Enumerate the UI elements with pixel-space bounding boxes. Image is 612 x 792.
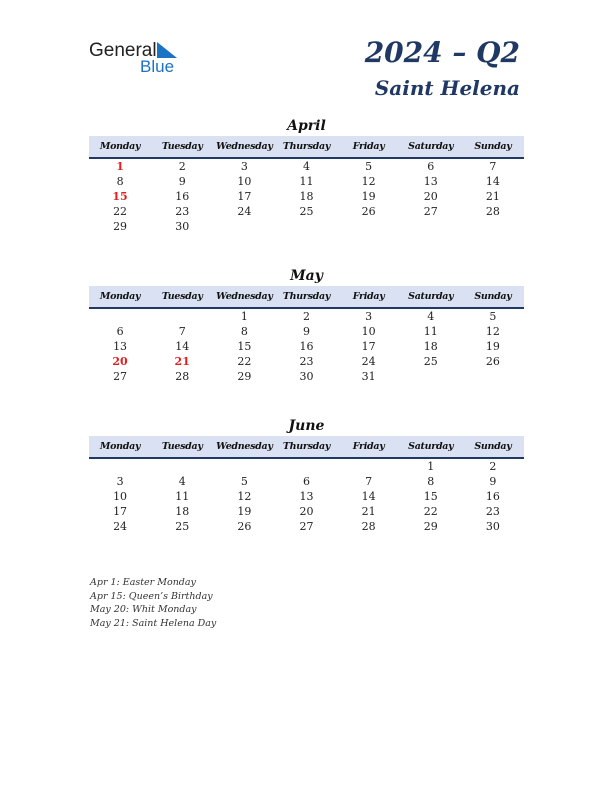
day-cell: 10 [113,490,128,503]
day-cell [275,459,337,474]
month-name: April [287,118,326,134]
day-cell [89,309,151,324]
day-cell: 16 [485,490,500,503]
day-cell: 27 [113,370,128,383]
week-row [89,474,524,489]
week-row [89,189,524,204]
day-cell: 24 [237,205,252,218]
day-cell: 18 [299,190,314,203]
week-row [89,339,524,354]
day-cell: 29 [237,370,252,383]
weekday-label: Wednesday [216,141,273,152]
day-cell [400,369,462,384]
day-cell: 30 [299,370,314,383]
day-cell: 6 [427,160,435,173]
week-row [89,519,524,534]
day-cell: 13 [113,340,128,353]
day-cell: 15 [112,190,128,203]
logo-word-general: General [89,40,157,61]
day-cell: 17 [237,190,252,203]
day-cell: 24 [361,355,376,368]
day-cell: 25 [175,520,190,533]
weekday-label: Friday [352,291,385,302]
week-row [89,219,524,234]
day-cell: 9 [302,325,310,338]
day-cell: 31 [361,370,376,383]
day-cell: 21 [174,355,190,368]
day-cell [151,309,213,324]
day-cell [338,459,400,474]
day-cell: 19 [361,190,376,203]
day-cell: 30 [175,220,190,233]
day-cell: 26 [485,355,500,368]
holiday-note: May 21: Saint Helena Day [90,617,217,629]
day-cell: 1 [240,310,248,323]
logo [89,40,189,76]
day-cell: 1 [116,160,124,173]
week-row [89,489,524,504]
day-cell: 4 [302,160,310,173]
day-cell: 8 [116,175,124,188]
day-cell: 5 [240,475,248,488]
weekday-label: Thursday [282,141,331,152]
day-cell: 26 [237,520,252,533]
weekday-label: Saturday [408,291,454,302]
page-subtitle: Saint Helena [374,76,520,100]
day-cell: 19 [485,340,500,353]
month-grid [89,309,524,384]
day-cell: 18 [423,340,438,353]
day-cell: 12 [485,325,500,338]
weekday-label: Monday [99,141,141,152]
week-row [89,159,524,174]
day-cell: 11 [423,325,438,338]
page-title: 2024 – Q2 [364,36,520,69]
day-cell: 19 [237,505,252,518]
weekday-label: Wednesday [216,291,273,302]
day-cell: 9 [178,175,186,188]
day-cell: 29 [423,520,438,533]
day-cell [213,219,275,234]
day-cell: 27 [423,205,438,218]
day-cell: 14 [485,175,500,188]
day-cell: 27 [299,520,314,533]
day-cell: 3 [116,475,124,488]
weekday-label: Saturday [408,441,454,452]
day-cell [213,459,275,474]
day-cell: 9 [489,475,497,488]
day-cell [89,459,151,474]
day-cell: 22 [113,205,128,218]
day-cell: 20 [299,505,314,518]
day-cell: 15 [237,340,252,353]
holiday-note: Apr 1: Easter Monday [90,577,196,588]
weekday-label: Thursday [282,291,331,302]
day-cell [338,219,400,234]
month-name: June [288,418,325,434]
week-row [89,354,524,369]
day-cell: 12 [361,175,376,188]
day-cell: 20 [423,190,438,203]
day-cell: 3 [365,310,373,323]
day-cell: 29 [113,220,128,233]
day-cell: 7 [365,475,373,488]
day-cell: 23 [299,355,314,368]
day-cell: 6 [302,475,310,488]
day-cell: 14 [175,340,190,353]
day-cell: 26 [361,205,376,218]
day-cell: 2 [178,160,186,173]
day-cell: 7 [489,160,497,173]
day-cell: 22 [237,355,252,368]
day-cell: 1 [427,460,435,473]
day-cell: 16 [299,340,314,353]
week-row [89,324,524,339]
day-cell: 25 [423,355,438,368]
day-cell [151,459,213,474]
logo-word-blue: Blue [140,57,175,76]
day-cell: 8 [427,475,435,488]
week-row [89,504,524,519]
day-cell: 11 [299,175,314,188]
day-cell: 17 [113,505,128,518]
month-name: May [290,268,323,284]
day-cell [462,219,524,234]
day-cell: 8 [240,325,248,338]
day-cell: 10 [237,175,252,188]
day-cell: 28 [485,205,500,218]
month-may [89,266,524,384]
day-cell: 15 [423,490,438,503]
day-cell: 7 [178,325,186,338]
weekday-label: Tuesday [161,441,203,452]
week-row [89,369,524,384]
day-cell: 21 [485,190,500,203]
month-april [89,116,524,234]
month-june [89,416,524,534]
weekday-header-row [89,436,524,459]
day-cell: 28 [175,370,190,383]
day-cell: 23 [175,205,190,218]
day-cell: 5 [489,310,497,323]
day-cell: 24 [113,520,128,533]
logo-triangle-icon [157,42,177,58]
week-row [89,204,524,219]
weekday-header-row [89,286,524,309]
weekday-label: Sunday [474,141,512,152]
weekday-label: Sunday [474,441,512,452]
holiday-note: Apr 15: Queen’s Birthday [90,590,213,602]
day-cell [400,219,462,234]
day-cell: 12 [237,490,252,503]
weekday-label: Saturday [408,141,454,152]
day-cell [275,219,337,234]
weekday-label: Sunday [474,291,512,302]
day-cell: 5 [365,160,373,173]
day-cell: 18 [175,505,190,518]
day-cell: 4 [178,475,186,488]
day-cell: 23 [485,505,500,518]
weekday-label: Thursday [282,441,331,452]
day-cell [462,369,524,384]
week-row [89,459,524,474]
day-cell: 20 [112,355,128,368]
day-cell: 3 [240,160,248,173]
day-cell: 22 [423,505,438,518]
week-row [89,174,524,189]
weekday-label: Friday [352,141,385,152]
month-grid [89,159,524,234]
day-cell: 30 [485,520,500,533]
day-cell: 13 [423,175,438,188]
month-grid [89,459,524,534]
weekday-label: Friday [352,441,385,452]
weekday-label: Tuesday [161,291,203,302]
week-row [89,309,524,324]
day-cell: 10 [361,325,376,338]
day-cell: 25 [299,205,314,218]
day-cell: 11 [175,490,190,503]
day-cell: 16 [175,190,190,203]
day-cell: 6 [116,325,124,338]
weekday-label: Wednesday [216,441,273,452]
holiday-notes [90,576,216,630]
day-cell: 28 [361,520,376,533]
weekday-header-row [89,136,524,159]
weekday-label: Monday [99,291,141,302]
day-cell: 14 [361,490,376,503]
day-cell: 13 [299,490,314,503]
day-cell: 4 [427,310,435,323]
holiday-note: May 20: Whit Monday [90,604,197,615]
weekday-label: Tuesday [161,141,203,152]
day-cell: 2 [302,310,310,323]
day-cell: 2 [489,460,497,473]
day-cell: 17 [361,340,376,353]
weekday-label: Monday [99,441,141,452]
day-cell: 21 [361,505,376,518]
